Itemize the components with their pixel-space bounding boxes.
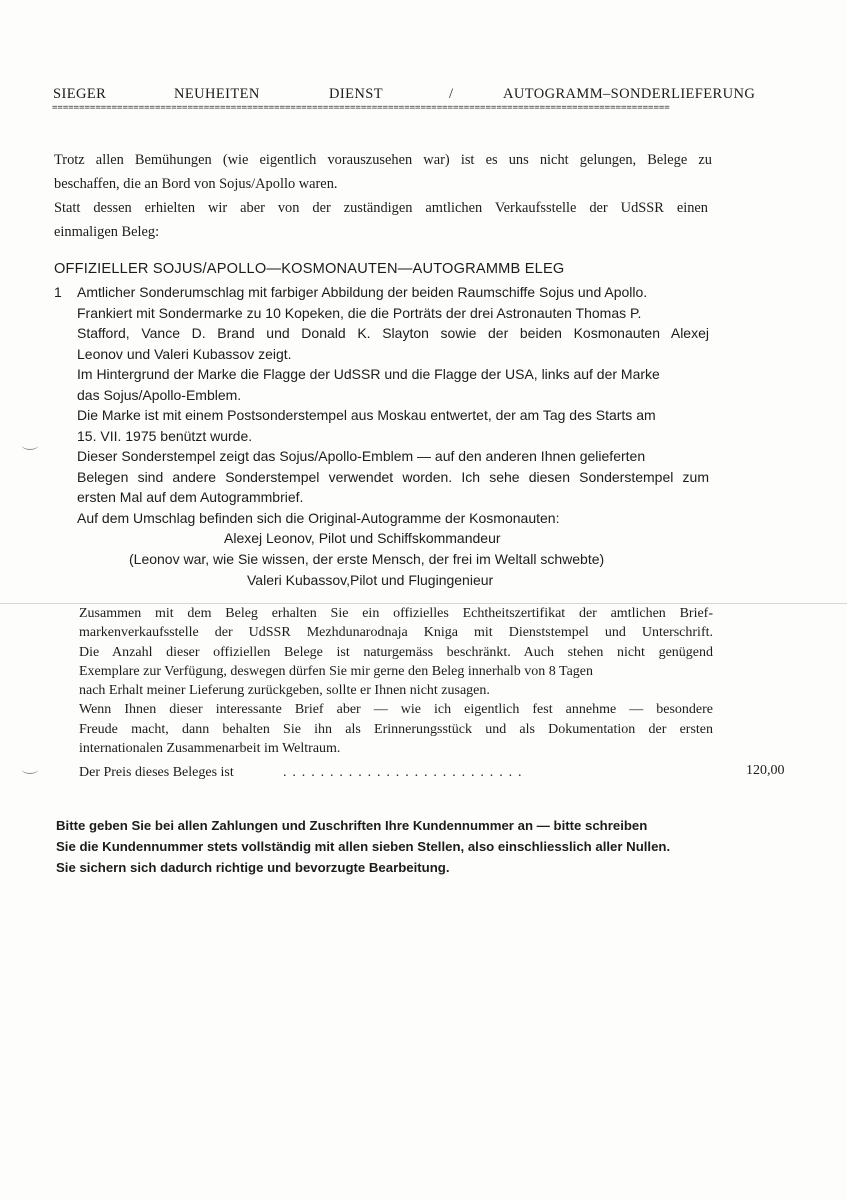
offer-line: Frankiert mit Sondermarke zu 10 Kopeken, die die Porträts der drei Astronauten Thomas P.: [77, 304, 642, 321]
certificate-line: Zusammen mit dem Beleg erhalten Sie ein offizielles Echtheitszertifikat der amtlichen Brief-: [79, 606, 713, 621]
header-autogramm: AUTOGRAMM–SONDERLIEFERUNG: [503, 86, 756, 102]
offer-line: Leonov und Valeri Kubassov zeigt.: [77, 345, 292, 362]
offer-line: Die Marke ist mit einem Postsonderstempel aus Moskau entwertet, der am Tag des Starts am: [77, 407, 656, 423]
offer-line: Auf dem Umschlag befinden sich die Original-Autogramme der Kosmonauten:: [77, 509, 560, 526]
notice-line-3: Sie sichern sich dadurch richtige und bevorzugte Bearbeitung.: [56, 860, 450, 875]
header-neuheiten: NEUHEITEN: [174, 86, 260, 102]
certificate-line: nach Erhalt meiner Lieferung zurückgeben, sollte er Ihnen nicht zusagen.: [79, 683, 490, 699]
intro-p1-line-2: beschaffen, die an Bord von Sojus/Apollo waren.: [54, 176, 338, 192]
header-double-rule: [52, 103, 778, 113]
certificate-line: Freude macht, dann behalten Sie ihn als Erinnerungsstück und als Dokumentation der ersten: [79, 721, 713, 737]
price-label: Der Preis dieses Beleges ist: [79, 765, 234, 780]
offer-line: Stafford, Vance D. Brand und Donald K. Slayton sowie der beiden Kosmonauten Alexej: [77, 325, 709, 341]
intro-p2-line-1: Statt dessen erhielten wir aber von der zuständigen amtlichen Verkaufsstelle der UdSSR einen: [54, 200, 708, 216]
certificate-line: Wenn Ihnen dieser interessante Brief aber — wie ich eigentlich fest annehme — besondere: [79, 702, 713, 718]
certificate-line: markenverkaufsstelle der UdSSR Mezhdunarodnaja Kniga mit Dienststempel und Unterschrift.: [79, 625, 713, 641]
price-leader-dots: . . . . . . . . . . . . . . . . . . . . . . . . . .: [283, 765, 523, 780]
offer-line: das Sojus/Apollo-Emblem.: [77, 386, 242, 403]
intro-paragraph-1: [54, 148, 712, 196]
customer-number-notice: [56, 815, 716, 878]
header-rule-line: ==================================================================================================================: [52, 103, 670, 113]
offer-line: Amtlicher Sonderumschlag mit farbiger Abbildung der beiden Raumschiffe Sojus und Apollo.: [77, 284, 648, 300]
offer-line: 15. VII. 1975 benützt wurde.: [77, 427, 253, 444]
autograph-leonov: Alexej Leonov, Pilot und Schiffskommandeur: [224, 530, 501, 546]
notice-line-1: Bitte geben Sie bei allen Zahlungen und Zuschriften Ihre Kundennummer an — bitte schreiben: [56, 818, 648, 833]
intro-paragraph-2: [54, 196, 708, 244]
offer-description: [77, 282, 709, 528]
certificate-line: Exemplare zur Verfügung, deswegen dürfen Sie mir gerne den Beleg innerhalb von 8 Tagen: [79, 663, 594, 679]
margin-mark: [22, 765, 38, 774]
price-value: 120,00: [746, 763, 785, 778]
margin-mark: [22, 441, 38, 450]
certificate-line: Die Anzahl dieser offiziellen Belege ist naturgemäss beschränkt. Auch stehen nicht genügend: [79, 644, 713, 660]
header-sieger: SIEGER: [53, 86, 107, 102]
notice-line-2: Sie die Kundennummer stets vollständig mit allen sieben Stellen, also einschliesslich aller Nullen.: [56, 839, 671, 854]
header-slash: /: [449, 86, 454, 102]
offer-line: ersten Mal auf dem Autogrammbrief.: [77, 489, 304, 505]
offer-heading: OFFIZIELLER SOJUS/APOLLO—KOSMONAUTEN—AUTOGRAMMB ELEG: [54, 261, 565, 277]
certificate-line: internationalen Zusammenarbeit im Weltraum.: [79, 741, 341, 757]
certificate-paragraph: [79, 604, 713, 758]
autograph-note: (Leonov war, wie Sie wissen, der erste Mensch, der frei im Weltall schwebte): [129, 551, 605, 567]
offer-line: Belegen sind andere Sonderstempel verwendet worden. Ich sehe diesen Sonderstempel zum: [77, 468, 709, 485]
offer-line: Dieser Sonderstempel zeigt das Sojus/Apollo-Emblem — auf den anderen Ihnen gelieferten: [77, 448, 646, 464]
offer-item-number: 1: [54, 284, 62, 300]
header-dienst: DIENST: [329, 86, 383, 102]
intro-p2-line-2: einmaligen Beleg:: [54, 224, 160, 240]
intro-p1-line-1: Trotz allen Bemühungen (wie eigentlich vorauszusehen war) ist es uns nicht gelungen, Belege zu: [54, 152, 712, 168]
offer-line: Im Hintergrund der Marke die Flagge der UdSSR und die Flagge der USA, links auf der Marke: [77, 366, 660, 382]
autograph-kubassov: Valeri Kubassov,Pilot und Flugingenieur: [247, 572, 494, 588]
